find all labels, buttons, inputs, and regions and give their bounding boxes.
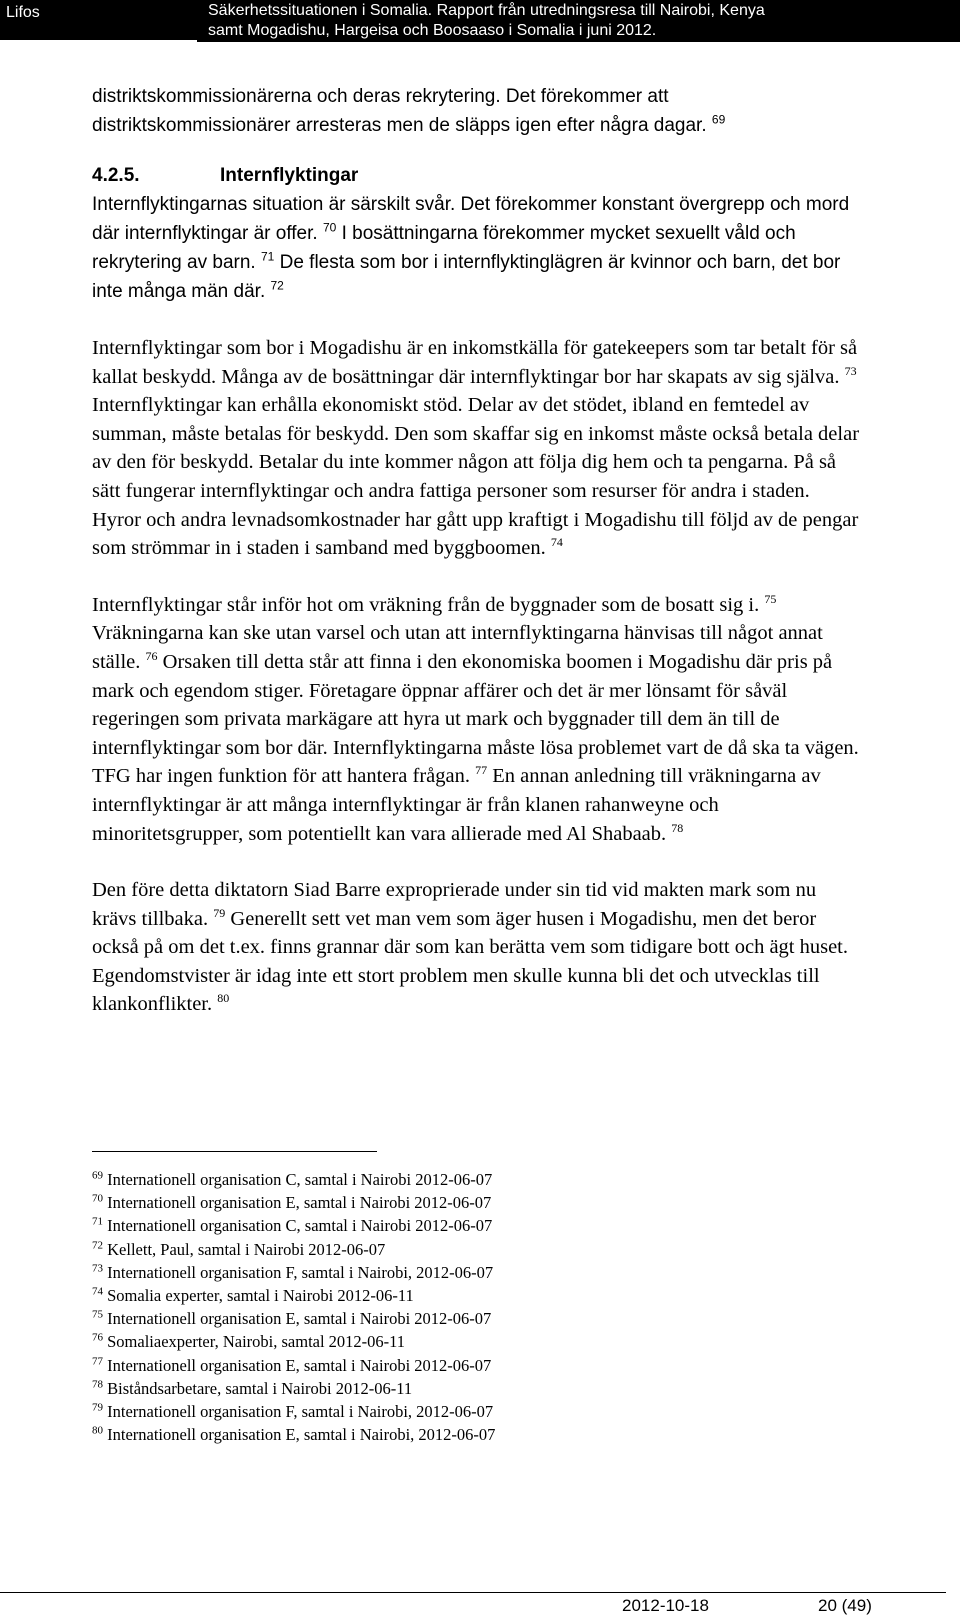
header-title	[197, 0, 960, 42]
footnotes	[92, 1168, 792, 1446]
paragraph-4	[92, 876, 862, 1019]
paragraph-text: distriktskommissionärerna och deras rekrytering. Det förekommer att distriktskommissionärer arresteras men de släpps igen efter några dagar.	[92, 86, 707, 136]
footer-rule	[0, 1592, 946, 1593]
footnote-text: Internationell organisation F, samtal i Nairobi, 2012-06-07	[107, 1402, 494, 1422]
footnote-number: 69	[92, 1169, 103, 1182]
footnote-item	[92, 1400, 792, 1423]
paragraph-text: Internflyktingar kan erhålla ekonomiskt stöd. Delar av det stödet, ibland en femtedel av summan, måste betalas för beskydd. Den som skaffar sig en inkomst måste också betala delar av den för beskydd. Betalar du inte kommer någon att följa dig hem och ta pengarna. På så sätt fungerar internflyktingar och andra fattiga personer som resurser för andra i staden. Hyror och andra levnadsomkostnader har gått upp kraftigt i Mogadishu till följd av de pengar som strömmar in i staden i samband med byggboomen.	[92, 394, 860, 560]
paragraph-text: I bosättningarna förekommer mycket sexuellt våld och rekrytering av barn.	[92, 223, 796, 273]
footnote-item	[92, 1168, 792, 1191]
page-number: 20 (49)	[818, 1596, 872, 1615]
footnote-item	[92, 1330, 792, 1353]
paragraph-text: En annan anledning till vräkningarna av internflyktingar är att många internflyktingar är från klanen rahanweyne och minoritetsgrupper, som potentiellt kan vara allierade med Al Shabaab.	[92, 765, 821, 845]
footnote-ref[interactable]: 74	[550, 535, 563, 550]
footnote-ref[interactable]: 76	[145, 649, 158, 664]
section-number: 4.2.5.	[92, 165, 140, 186]
footnote-ref[interactable]: 80	[217, 991, 230, 1006]
footnote-number: 79	[92, 1401, 103, 1414]
spacer	[92, 306, 862, 334]
footnote-text: Somalia experter, samtal i Nairobi 2012-06-11	[107, 1286, 414, 1306]
header-title-line-1: Säkerhetssituationen i Somalia. Rapport från utredningsresa till Nairobi, Kenya	[208, 2, 765, 19]
paragraph-text: Internflyktingar som bor i Mogadishu är en inkomstkälla för gatekeepers som tar betalt för så kallat beskydd. Många av de bosättningar där internflyktingar bor har skapats av sig själva.	[92, 337, 858, 388]
footnote-item	[92, 1307, 792, 1330]
footnote-ref[interactable]: 78	[671, 820, 684, 835]
footnote-ref[interactable]: 69	[711, 112, 726, 127]
paragraph-2	[92, 334, 862, 563]
footnote-text: Somaliaexperter, Nairobi, samtal 2012-06-11	[107, 1332, 406, 1352]
footnote-number: 78	[92, 1378, 103, 1391]
spacer	[92, 563, 862, 591]
footnote-item	[92, 1423, 792, 1446]
footnote-ref[interactable]: 75	[764, 591, 777, 606]
footnote-ref[interactable]: 72	[270, 278, 284, 293]
document-body	[92, 82, 862, 1019]
footnote-item	[92, 1238, 792, 1261]
footnote-number: 74	[92, 1285, 103, 1298]
paragraph-text: Orsaken till detta står att finna i den ekonomiska boomen i Mogadishu där pris på mark och egendom stiger. Företagare öppnar affärer och det är mer lönsamt för såväl regeringen som privata markägare att hyra ut mark och byggnader till dem än till de internflyktingar som bor där. Internflyktingarna måste lösa problemet vart de då ska ta vägen. TFG har ingen funktion för att hantera frågan.	[92, 650, 859, 788]
paragraph-intro	[92, 82, 862, 140]
footnote-ref[interactable]: 71	[260, 249, 275, 264]
spacer	[92, 848, 862, 876]
footnote-number: 72	[92, 1239, 103, 1252]
footnote-number: 70	[92, 1192, 103, 1205]
footnote-item	[92, 1214, 792, 1237]
footnote-text: Biståndsarbetare, samtal i Nairobi 2012-06-11	[107, 1378, 413, 1398]
footnote-item	[92, 1261, 792, 1284]
footnote-text: Internationell organisation E, samtal i Nairobi, 2012-06-07	[107, 1425, 496, 1445]
section-title: Internflyktingar	[220, 165, 359, 186]
page-footer	[0, 1592, 946, 1621]
footnote-number: 71	[92, 1215, 103, 1228]
page-header	[0, 0, 960, 42]
paragraph-text: Vräkningarna kan ske utan varsel och utan att internflyktingarna hänvisas till något annat ställe.	[92, 622, 823, 673]
paragraph-1	[92, 190, 862, 306]
header-title-line-2: samt Mogadishu, Hargeisa och Boosaaso i Somalia i juni 2012.	[208, 22, 657, 39]
footnote-ref[interactable]: 70	[322, 220, 337, 235]
footnote-text: Internationell organisation C, samtal i Nairobi 2012-06-07	[107, 1170, 493, 1189]
footnote-item	[92, 1191, 792, 1214]
footnote-item	[92, 1377, 792, 1400]
header-org: Lifos	[0, 0, 197, 40]
paragraph-text: De flesta som bor i internflyktinglägren är kvinnor och barn, det bor inte många män där.	[92, 252, 841, 302]
footnote-text: Internationell organisation E, samtal i Nairobi 2012-06-07	[107, 1355, 492, 1375]
footnote-number: 76	[92, 1331, 103, 1344]
section-heading	[92, 162, 862, 190]
footnote-text: Internationell organisation F, samtal i Nairobi, 2012-06-07	[107, 1262, 494, 1282]
footnote-number: 80	[92, 1424, 103, 1437]
footnote-number: 77	[92, 1355, 103, 1368]
footnote-separator	[92, 1151, 377, 1152]
footnote-text: Internationell organisation E, samtal i Nairobi 2012-06-07	[107, 1193, 492, 1213]
footnote-text: Internationell organisation C, samtal i Nairobi 2012-06-07	[107, 1216, 493, 1236]
footnote-number: 73	[92, 1262, 103, 1275]
paragraph-text: Generellt sett vet man vem som äger husen i Mogadishu, men det beror också på om det t.ex. finns grannar där som kan berätta vem som tidigare bott och ägt huset. Egendomstvister är idag inte ett stort problem men skulle kunna bli det och utvecklas till klankonflikter.	[92, 907, 849, 1016]
paragraph-text: Den före detta diktatorn Siad Barre exproprierade under sin tid vid makten mark som nu krävs tillbaka.	[92, 879, 817, 930]
footnote-ref[interactable]: 79	[213, 905, 226, 920]
footnote-text: Kellett, Paul, samtal i Nairobi 2012-06-07	[107, 1239, 386, 1259]
footnote-number: 75	[92, 1308, 103, 1321]
paragraph-3	[92, 591, 862, 848]
footnote-text: Internationell organisation E, samtal i Nairobi 2012-06-07	[107, 1309, 492, 1329]
paragraph-text: Internflyktingarnas situation är särskilt svår. Det förekommer konstant övergrepp och mord där internflyktingar är offer.	[92, 194, 850, 244]
footnote-item	[92, 1354, 792, 1377]
paragraph-text: Internflyktingar står inför hot om vräkning från de byggnader som de bosatt sig i.	[92, 593, 760, 616]
footnote-item	[92, 1284, 792, 1307]
footer-date: 2012-10-18	[622, 1596, 709, 1615]
footnote-ref[interactable]: 73	[844, 363, 857, 378]
footnote-ref[interactable]: 77	[475, 763, 488, 778]
